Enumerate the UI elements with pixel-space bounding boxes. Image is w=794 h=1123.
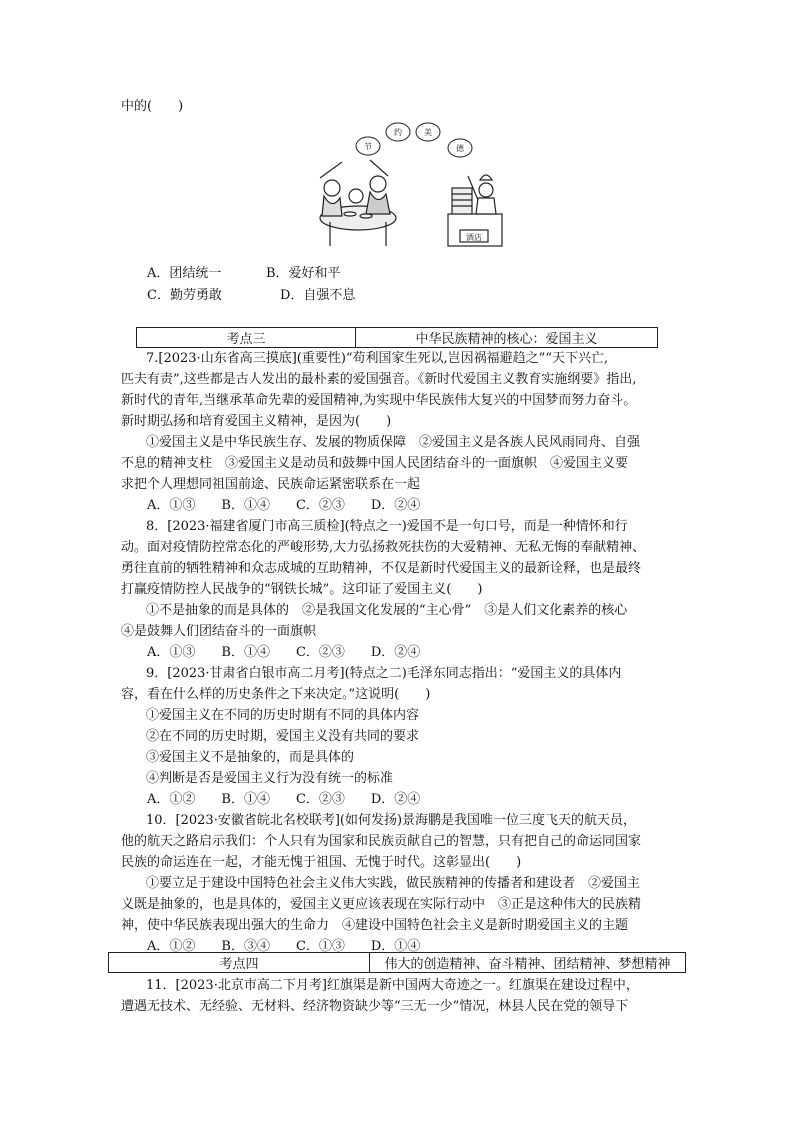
q7-line-4: 新时期弘扬和培育爱国主义精神，是因为( ) [121,414,392,429]
q8-line-6: ④是鼓舞人们团结奋斗的一面旗帜 [121,624,317,639]
q11-line-1: 11．[2023·北京市高二下月考]红旗渠是新中国两大奇迹之一。红旗渠在建设过程中， [146,978,639,993]
section3-label: 考点三 [137,328,356,348]
q6-option-a: A．团结统一 [147,266,222,281]
q7-options: A．①③ B．①④ C．②③ D．②④ [147,498,421,513]
q10-line-4: ①要立足于建设中国特色社会主义伟大实践，做民族精神的传播者和建设者 ②爱国主 [146,876,641,891]
plate-char-2: 约 [394,128,402,137]
q10-line-2: 他的航天之路启示我们：个人只有为国家和民族贡献自己的智慧，只有把自己的命运同国家 [121,834,642,849]
q8-line-2: 动。面对疫情防控常态化的严峻形势,大力弘扬救死扶伤的大爱精神、无私无悔的奉献精神、 [121,540,646,555]
cartoon-illustration [300,118,510,258]
section4-title: 伟大的创造精神、奋斗精神、团结精神、梦想精神 [370,953,686,973]
q7-line-6: 不息的精神支柱 ③爱国主义是动员和鼓舞中国人民团结奋斗的一面旗帜 ④爱国主义要 [121,456,629,471]
q7-line-3: 新时代的青年,当继承革命先辈的爱国精神,为实现中华民族伟大复兴的中国梦而努力奋斗。 [121,393,637,408]
q8-line-5: ①不是抽象的而是具体的 ②是我国文化发展的“主心骨” ③是人们文化素养的核心 [146,603,628,618]
q9-line-4: ②在不同的历史时期，爱国主义没有共同的要求 [146,729,420,744]
question6-stem-tail: 中的( ) [121,99,184,114]
section4-header [108,952,686,973]
q7-line-2: 匹夫有责”,这些都是古人发出的最朴素的爱国强音。《新时代爱国主义教育实施纲要》指出, [121,372,637,387]
plate-char-4: 德 [456,144,464,153]
q10-options: A．①② B．③④ C．①③ D．①④ [147,939,421,954]
dining-table [320,160,396,246]
q6-option-b: B．爱好和平 [266,266,341,281]
q8-line-1: 8．[2023·福建省厦门市高三质检](特点之一)爱国不是一句口号，而是一种情怀和行 [146,519,628,534]
q8-options: A．①③ B．①④ C．②③ D．②④ [147,645,421,660]
q9-line-2: 容，看在什么样的历史条件之下来决定。”这说明( ) [121,687,431,702]
q9-line-3: ①爱国主义在不同的历史时期有不同的具体内容 [146,708,420,723]
q6-option-d: D．自强不息 [280,288,356,303]
plate-arc [356,123,472,157]
q10-line-5: 义既是抽象的，也是具体的，爱国主义更应该表现在实际行动中 ③正是这种伟大的民族精 [121,897,642,912]
plate-char-1: 节 [364,142,372,151]
section3-title: 中华民族精神的核心：爱国主义 [356,328,658,348]
plate-char-3: 美 [424,128,432,137]
section4-label: 考点四 [109,953,370,973]
q7-line-5: ①爱国主义是中华民族生存、发展的物质保障 ②爱国主义是各族人民风雨同舟、自强 [146,435,641,450]
q9-options: A．①② B．①④ C．②③ D．②④ [147,792,421,807]
hotel-sign: 酒店 [466,233,482,242]
q8-line-3: 勇往直前的牺牲精神和众志成城的互助精神，不仅是新时代爱国主义的最新诠释，也是最终 [121,561,642,576]
q10-line-1: 10．[2023·安徽省皖北名校联考](如何发扬)景海鹏是我国唯一位三度飞天的航天员， [146,813,637,828]
q6-option-c: C．勤劳勇敢 [147,288,222,303]
q9-line-5: ③爱国主义不是抽象的，而是具体的 [146,750,355,765]
q10-line-6: 神，使中华民族表现出强大的生命力 ④建设中国特色社会主义是新时期爱国主义的主题 [121,918,629,933]
q7-line-1: 7.[2023·山东省高三摸底](重要性)“苟利国家生死以,岂因祸福避趋之”“天下兴亡, [146,351,609,366]
q9-line-6: ④判断是否是爱国主义行为没有统一的标准 [146,771,394,786]
q10-line-3: 民族的命运连在一起，才能无愧于祖国、无愧于时代。这彰显出( ) [121,855,522,870]
q11-line-2: 遭遇无技术、无经验、无材料、经济物资缺少等“三无一少”情况，林县人民在党的领导下 [121,999,629,1014]
q7-line-7: 求把个人理想同祖国前途、民族命运紧密联系在一起 [121,477,421,492]
section3-header [136,327,658,348]
q8-line-4: 打赢疫情防控人民战争的“钢铁长城”。这印证了爱国主义( ) [121,582,483,597]
q9-line-1: 9．[2023·甘肃省白银市高二月考](特点之二)毛泽东同志指出：“爱国主义的具体内 [146,666,622,681]
